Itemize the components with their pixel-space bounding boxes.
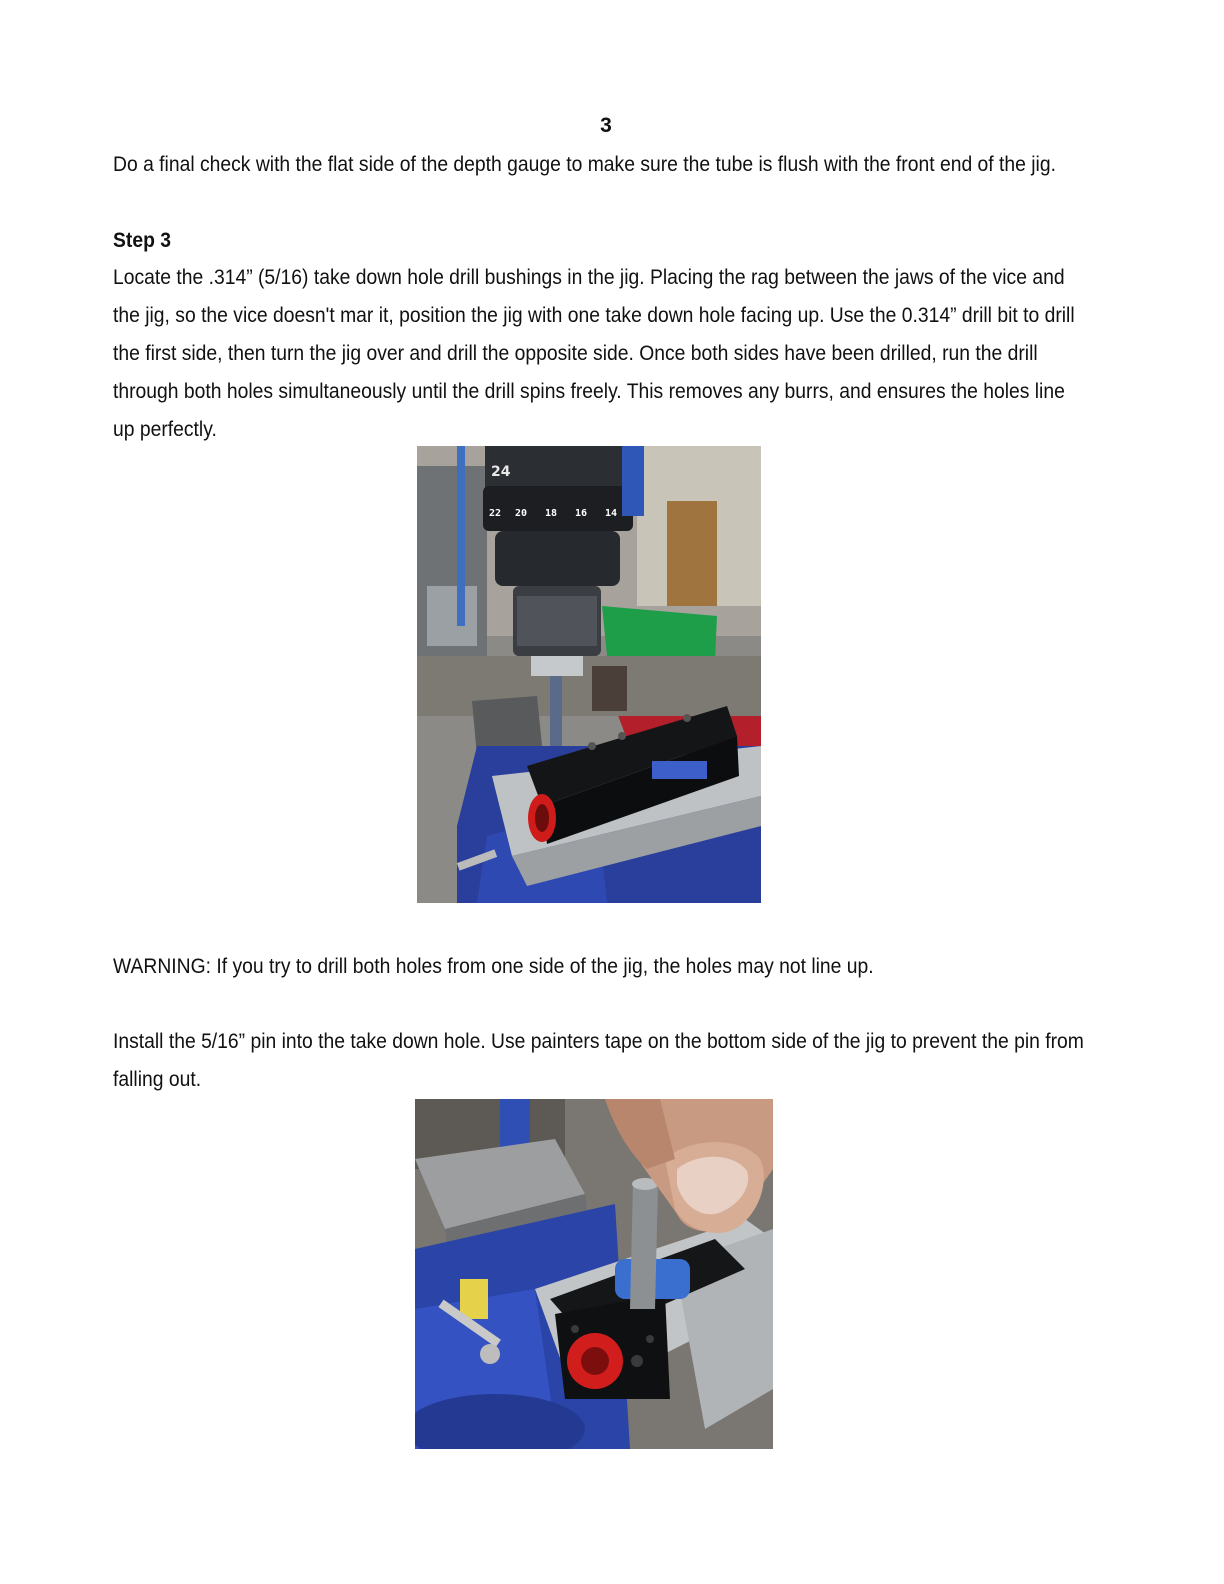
pin-install-photo bbox=[415, 1099, 773, 1449]
clutch-number: 18 bbox=[545, 508, 558, 519]
step-body-line: the jig, so the vice doesn't mar it, position the jig with one take down hole facing up. Use the 0.314” drill bit to drill bbox=[113, 304, 1075, 327]
clutch-number: 20 bbox=[515, 508, 528, 519]
install-paragraph bbox=[113, 1023, 1084, 1099]
step-heading: Step 3 bbox=[113, 229, 171, 252]
drill-handle-marking: 24 bbox=[491, 464, 511, 480]
step-body bbox=[113, 259, 1075, 449]
clutch-number: 14 bbox=[605, 508, 618, 519]
page-number: 3 bbox=[600, 114, 612, 137]
clutch-number: 22 bbox=[489, 508, 502, 519]
warning-text: WARNING: If you try to drill both holes from one side of the jig, the holes may not line up. bbox=[113, 955, 874, 978]
step-body-line: Locate the .314” (5/16) take down hole drill bushings in the jig. Placing the rag between the jaws of the vice and bbox=[113, 266, 1065, 289]
step-body-line: through both holes simultaneously until the drill spins freely. This removes any burrs, and ensures the holes line bbox=[113, 380, 1065, 403]
step-body-line: the first side, then turn the jig over and drill the opposite side. Once both sides have been drilled, run the drill bbox=[113, 342, 1038, 365]
install-line: falling out. bbox=[113, 1068, 202, 1091]
paragraph-final-check: Do a final check with the flat side of the depth gauge to make sure the tube is flush with the front end of the jig. bbox=[113, 153, 1056, 176]
clutch-number: 16 bbox=[575, 508, 588, 519]
drill-jig-photo bbox=[417, 446, 761, 903]
install-line: Install the 5/16” pin into the take down hole. Use painters tape on the bottom side of the jig to prevent the pin from bbox=[113, 1030, 1084, 1053]
step-body-line: up perfectly. bbox=[113, 418, 217, 441]
